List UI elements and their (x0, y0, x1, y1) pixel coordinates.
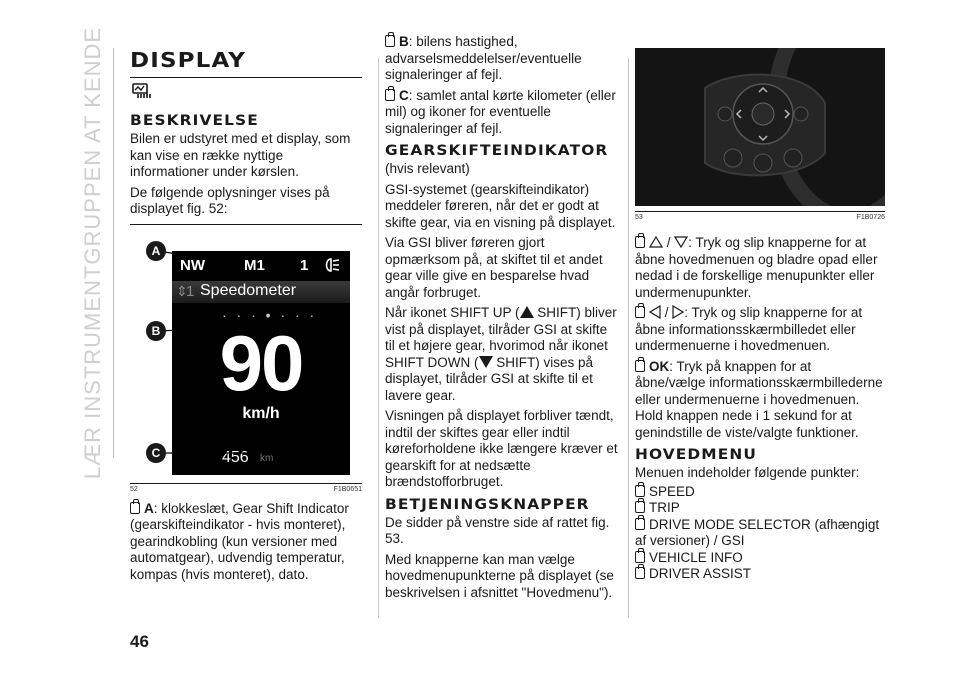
paragraph: (hvis relevant) (385, 161, 470, 176)
bullet-icon (385, 35, 395, 47)
paragraph: Bilen er udstyret med et display, som kan vise en række nyttige informationer under kørslen. (130, 131, 351, 179)
paragraph: Visningen på displayet forbliver tændt, indtil der skiftes gear eller indtil køreforholdene ikke længere kræver et gearskift for at nedsætte brændstofforbruget. (385, 408, 618, 489)
figure-rule (130, 483, 362, 484)
menu-item-label: DRIVER ASSIST (649, 566, 752, 581)
figure-number: 53 (635, 214, 643, 221)
display-speed: 90 (219, 318, 303, 407)
figure-number: 52 (130, 485, 138, 493)
figure-rule (130, 224, 362, 225)
page-dots: · · · • · · · (222, 306, 318, 323)
item-a (130, 501, 362, 584)
bullet-icon (635, 306, 645, 318)
column-divider (378, 58, 379, 618)
bullet-icon (635, 551, 645, 563)
up-down-item: / : Tryk og slip knapperne for at åbne hovedmenuen og bladre opad eller nedad i de forskellige menupunkter eller undermenupunkter. (635, 235, 878, 300)
menu-item (635, 500, 885, 517)
menu-item (635, 566, 885, 583)
figure-53-steering-wheel (635, 48, 885, 206)
left-right-item: / : Tryk og slip knapperne for at åbne informationsskærmbilledet eller undermenuerne i hovedmenuen. (635, 305, 863, 353)
menu-item-label: SPEED (649, 483, 695, 499)
item-c (385, 88, 620, 138)
figure-code: F1B0726 (856, 214, 885, 221)
arrow-down-icon (674, 236, 688, 248)
banner-arrow-icon: ⇕ (176, 282, 188, 299)
menu-item (635, 517, 885, 550)
title-rule (130, 77, 362, 78)
subsection-title: BETJENINGSKNAPPER (385, 496, 590, 513)
callout-lines (130, 231, 362, 483)
column-2 (385, 34, 620, 605)
speedometer-manual-icon (130, 82, 156, 100)
callout-c: C (146, 443, 166, 463)
column-1 (130, 48, 362, 587)
banner-gear: 1 (186, 282, 195, 300)
menu-item-label: DRIVE MODE SELECTOR (afhængigt af versioner) / GSI (635, 516, 880, 548)
display-gear: M1 (244, 256, 265, 274)
display-compass: NW (180, 256, 205, 274)
item-b (385, 34, 620, 84)
text-part: SHIFT) bliver vist på displayet, tilråder GSI at skifte til et højere gear, hvorimod når ikonet SHIFT DOWN ( (385, 305, 617, 370)
paragraph: Med knapperne kan man vælge hovedmenupunkterne på displayet (se beskrivelsen i afsnittet "Hovedmenu"). (385, 551, 614, 600)
figure-caption (130, 486, 362, 493)
bullet-icon (635, 518, 645, 530)
arrow-up-icon (649, 236, 663, 248)
item-key: C (399, 87, 409, 103)
item-text: : Tryk og slip knapperne for at åbne hovedmenuen og bladre opad eller nedad i de forskellige menupunkter eller undermenupunkter. (635, 235, 878, 300)
bullet-icon (635, 501, 645, 513)
item-key: B (399, 34, 409, 49)
subsection-title: BESKRIVELSE (130, 113, 259, 129)
column-divider (628, 58, 629, 618)
bullet-icon (635, 567, 645, 579)
display-odometer-unit: km (260, 452, 274, 464)
item-text: : Tryk og slip knapperne for at åbne informationsskærmbilledet eller undermenuerne i hovedmenuen. (635, 305, 863, 353)
paragraph: Hold knappen nede i 1 sekund for at genindstille de viste/valgte funktioner. (635, 408, 859, 440)
item-text: : samlet antal kørte kilometer (eller mil) og ikoner for eventuelle signaleringer af fejl. (385, 87, 616, 136)
display-odometer: 456 (222, 448, 249, 466)
bullet-icon (635, 485, 645, 497)
ok-item (635, 359, 885, 409)
bullet-icon (130, 502, 140, 514)
menu-item (635, 550, 885, 567)
bullet-icon (385, 89, 395, 101)
display-unit: km/h (242, 404, 280, 422)
column-3 (635, 48, 885, 583)
figure-caption (635, 214, 885, 221)
shift-down-icon (479, 356, 493, 368)
item-key: A (144, 500, 154, 516)
item-text: : klokkeslæt, Gear Shift Indicator (gearskifteindikator - hvis monteret), gearindkobling (kun versioner med automatgear), udvendig temperatur, kompas (hvis monteret), dato. (130, 500, 349, 582)
shift-up-icon (520, 306, 534, 318)
chapter-sidebar (73, 26, 114, 480)
arrow-right-icon (672, 305, 684, 319)
subsection-title: HOVEDMENU (635, 447, 757, 463)
paragraph: GSI-systemet (gearskifteindikator) meddeler føreren, når det er godt at skifte gear, via en visning på displayet. (385, 181, 616, 230)
chapter-title: LÆR INSTRUMENTGRUPPEN AT KENDE (80, 26, 105, 480)
text-part: SHIFT) vises på displayet, tilråder GSI at skifte til et lavere gear. (385, 354, 594, 403)
menu-item-label: VEHICLE INFO (649, 549, 743, 565)
menu-item-label: TRIP (649, 500, 680, 515)
item-key: OK (649, 358, 670, 374)
menu-item (635, 484, 885, 501)
page-number: 46 (130, 632, 149, 651)
paragraph (385, 305, 620, 404)
paragraph: Via GSI bliver føreren gjort opmærksom på, at skiftet til et andet gear ville give en besparelse hvad angår forbruget. (385, 235, 603, 300)
callout-a: A (146, 241, 166, 261)
item-text: : bilens hastighed, advarselsmeddelelser/eventuelle signaleringer af fejl. (385, 34, 582, 82)
bullet-icon (635, 236, 645, 248)
display-gear-number: 1 (300, 256, 309, 274)
callout-b: B (146, 321, 166, 341)
figure-code: F1B0651 (333, 485, 362, 493)
text-part: Når ikonet SHIFT UP ( (385, 305, 520, 320)
banner-label: Speedometer (200, 281, 297, 299)
paragraph: Menuen indeholder følgende punkter: (635, 465, 860, 480)
item-text: : Tryk på knappen for at åbne/vælge informationsskærmbillederne eller undermenuerne i hovedmenuen. (635, 358, 883, 407)
subsection-title: GEARSKIFTEINDIKATOR (385, 143, 609, 159)
arrow-left-icon (649, 305, 661, 319)
figure-rule (635, 211, 885, 212)
figure-52 (130, 231, 362, 483)
paragraph: De sidder på venstre side af rattet fig. 53. (385, 514, 610, 546)
paragraph: De følgende oplysninger vises på displayet fig. 52: (130, 184, 330, 216)
bullet-icon (635, 360, 645, 372)
section-title: DISPLAY (130, 48, 247, 72)
